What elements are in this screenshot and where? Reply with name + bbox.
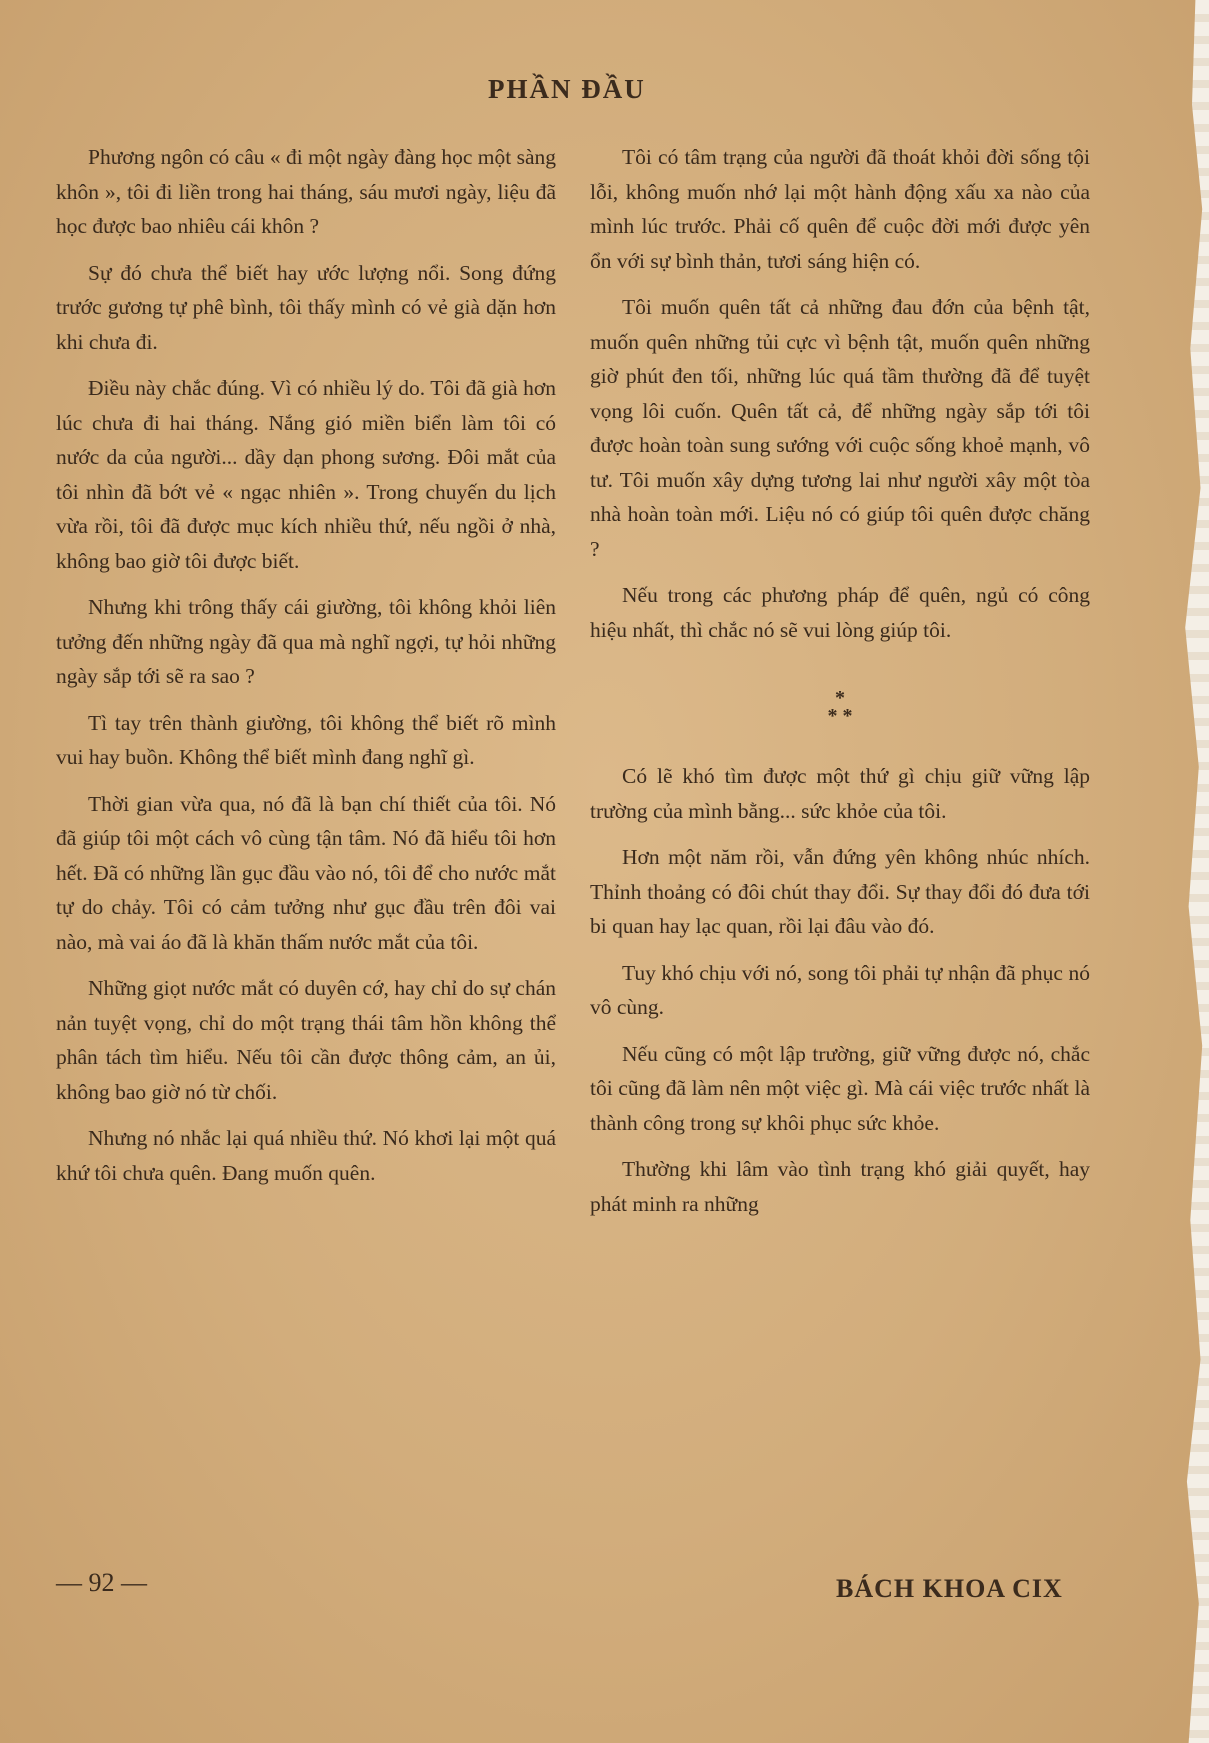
divider-top-asterisk: * (835, 687, 845, 709)
divider-bottom-asterisks: * * (827, 705, 853, 727)
torn-page-edge (1175, 0, 1209, 1743)
paragraph: Nhưng khi trông thấy cái giường, tôi không khỏi liên tưởng đến những ngày đã qua mà nghĩ ngợi, tự hỏi những ngày sắp tới sẽ ra sao ? (56, 595, 556, 688)
paragraph: Tôi có tâm trạng của người đã thoát khỏi đời sống tội lỗi, không muốn nhớ lại một hành động xấu xa nào của mình lúc trước. Phải cố quên để cuộc đời mới được yên ổn với sự bình thản, tươi sáng hiện có. (590, 145, 1090, 273)
paragraph: Thời gian vừa qua, nó đã là bạn chí thiết của tôi. Nó đã giúp tôi một cách vô cùng tận tâm. Nó đã hiểu tôi hơn hết. Đã có những lần gục đầu vào nó, tôi để cho nước mắt tự do chảy. Tôi có cảm tưởng như gục đầu trên đôi vai nào, mà vai áo đã là khăn thấm nước mắt của tôi. (56, 791, 556, 954)
paragraph: Hơn một năm rồi, vẫn đứng yên không nhúc nhích. Thỉnh thoảng có đôi chút thay đổi. Sự thay đổi đó đưa tới bi quan hay lạc quan, rồi lại đâu vào đó. (590, 845, 1090, 938)
paragraph: Có lẽ khó tìm được một thứ gì chịu giữ vững lập trường của mình bằng... sức khỏe của tôi. (590, 764, 1090, 823)
paragraph: Nhưng nó nhắc lại quá nhiều thứ. Nó khơi lại một quá khứ tôi chưa quên. Đang muốn quên. (56, 1126, 556, 1185)
left-text-column (56, 140, 556, 1202)
paragraph: Những giọt nước mắt có duyên cớ, hay chỉ do sự chán nản tuyệt vọng, chỉ do một trạng thái tâm hồn không thể phân tách tìm hiểu. Nếu tôi cần được thông cảm, an ủi, không bao giờ nó từ chối. (56, 976, 556, 1104)
paragraph: Tôi muốn quên tất cả những đau đớn của bệnh tật, muốn quên những tủi cực vì bệnh tật, muốn quên những giờ phút đen tối, những lúc quá tầm thường đã để tuyệt vọng lôi cuốn. Quên tất cả, để những ngày sắp tới tôi được hoàn toàn sung sướng với cuộc sống khoẻ mạnh, vô tư. Tôi muốn xây dựng tương lai như người xây một tòa nhà hoàn toàn mới. Liệu nó có giúp tôi quên được chăng ? (590, 295, 1090, 561)
running-head-title: PHẦN ĐẦU (488, 74, 646, 104)
paragraph: Phương ngôn có câu « đi một ngày đàng học một sàng khôn », tôi đi liền trong hai tháng, sáu mươi ngày, liệu đã học được bao nhiêu cái khôn ? (56, 145, 556, 238)
paragraph: Nếu trong các phương pháp để quên, ngủ có công hiệu nhất, thì chắc nó sẽ vui lòng giúp tôi. (590, 583, 1090, 642)
paragraph: Tuy khó chịu với nó, song tôi phải tự nhận đã phục nó vô cùng. (590, 960, 1090, 1019)
magazine-issue: BÁCH KHOA CIX (836, 1574, 1063, 1603)
paragraph: Tì tay trên thành giường, tôi không thể biết rõ mình vui hay buồn. Không thể biết mình đang nghĩ gì. (56, 710, 556, 769)
right-text-column (590, 140, 1090, 1233)
paragraph: Điều này chắc đúng. Vì có nhiều lý do. Tôi đã già hơn lúc chưa đi hai tháng. Nắng gió miền biển làm tôi có nước da của người... dầy dạn phong sương. Đôi mắt của tôi nhìn đã bớt vẻ « ngạc nhiên ». Trong chuyến du lịch vừa rồi, tôi đã được mục kích nhiều thứ, nếu ngồi ở nhà, không bao giờ tôi được biết. (56, 376, 556, 573)
paragraph: Thường khi lâm vào tình trạng khó giải quyết, hay phát minh ra những (590, 1157, 1090, 1216)
paragraph: Sự đó chưa thể biết hay ước lượng nổi. Song đứng trước gương tự phê bình, tôi thấy mình có vẻ già dặn hơn khi chưa đi. (56, 260, 556, 354)
section-divider-asterisks (590, 689, 1090, 725)
page-number: — 92 — (56, 1568, 147, 1597)
paragraph: Nếu cũng có một lập trường, giữ vững được nó, chắc tôi cũng đã làm nên một việc gì. Mà cái việc trước nhất là thành công trong sự khôi phục sức khỏe. (590, 1041, 1090, 1135)
